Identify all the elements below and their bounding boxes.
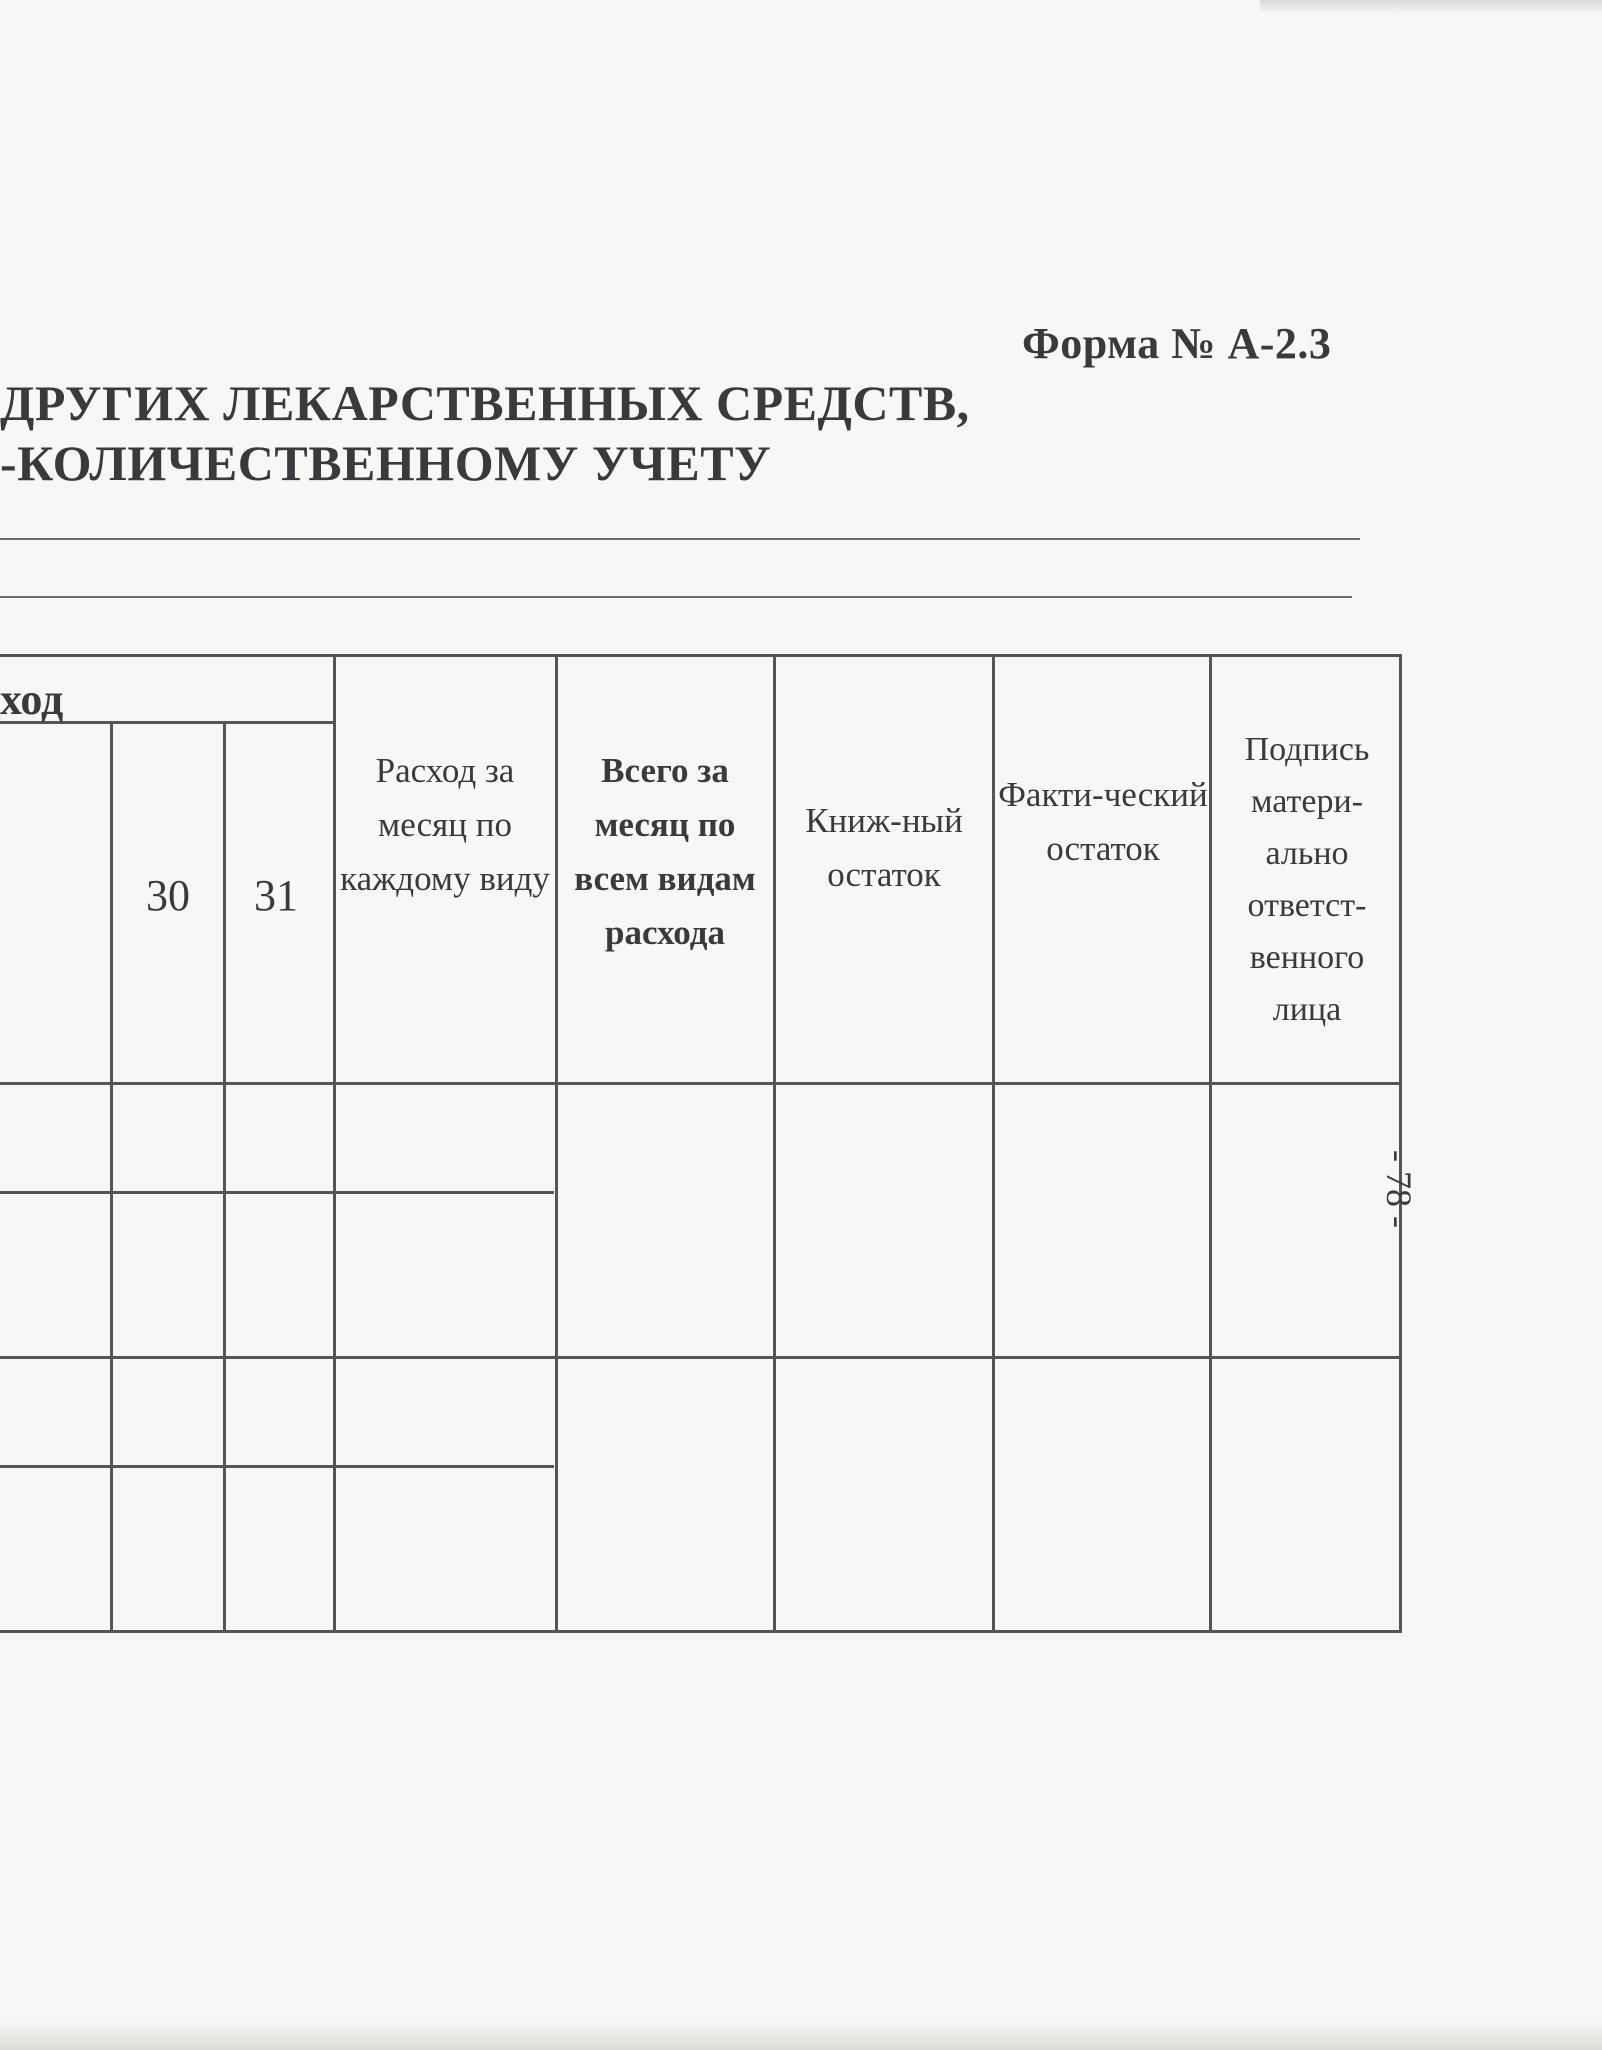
form-number: Форма № А-2.3 [1022,319,1332,368]
table-line [992,654,995,1632]
page-title-line-1: ДРУГИХ ЛЕКАРСТВЕННЫХ СРЕДСТВ, [0,375,970,431]
table-line [223,721,226,1632]
table-line [555,654,558,1632]
column-group-header: ход [0,675,64,724]
table-line [0,1191,554,1194]
table-line [0,1465,554,1468]
table-line [110,721,113,1632]
day-column-header: 30 [146,871,190,920]
scan-edge-shadow [1260,0,1602,14]
table-line [0,1356,1402,1359]
table-header-bottom [0,1082,1402,1085]
scan-edge-shadow [0,2020,1602,2050]
fill-in-line [0,538,1360,540]
column-header-expense-per-kind: Расход за месяц по каждому виду [340,751,550,898]
page-number: - 78 - [1379,1150,1419,1228]
fill-in-line [0,596,1352,598]
table-border-top [0,654,1402,657]
day-column-header: 31 [254,871,298,920]
column-header-signature: Подпись матери-ально ответст-венного лица [1244,731,1370,1028]
accounting-table [0,654,1402,1646]
table-border-bottom [0,1630,1402,1633]
column-header-actual-balance: Факти-ческий остаток [998,775,1208,868]
column-header-total-expense: Всего за месяц по всем видам расхода [574,751,756,952]
page-title-line-2: -КОЛИЧЕСТВЕННОМУ УЧЕТУ [0,435,772,491]
column-header-book-balance: Книж-ный остаток [805,801,963,894]
